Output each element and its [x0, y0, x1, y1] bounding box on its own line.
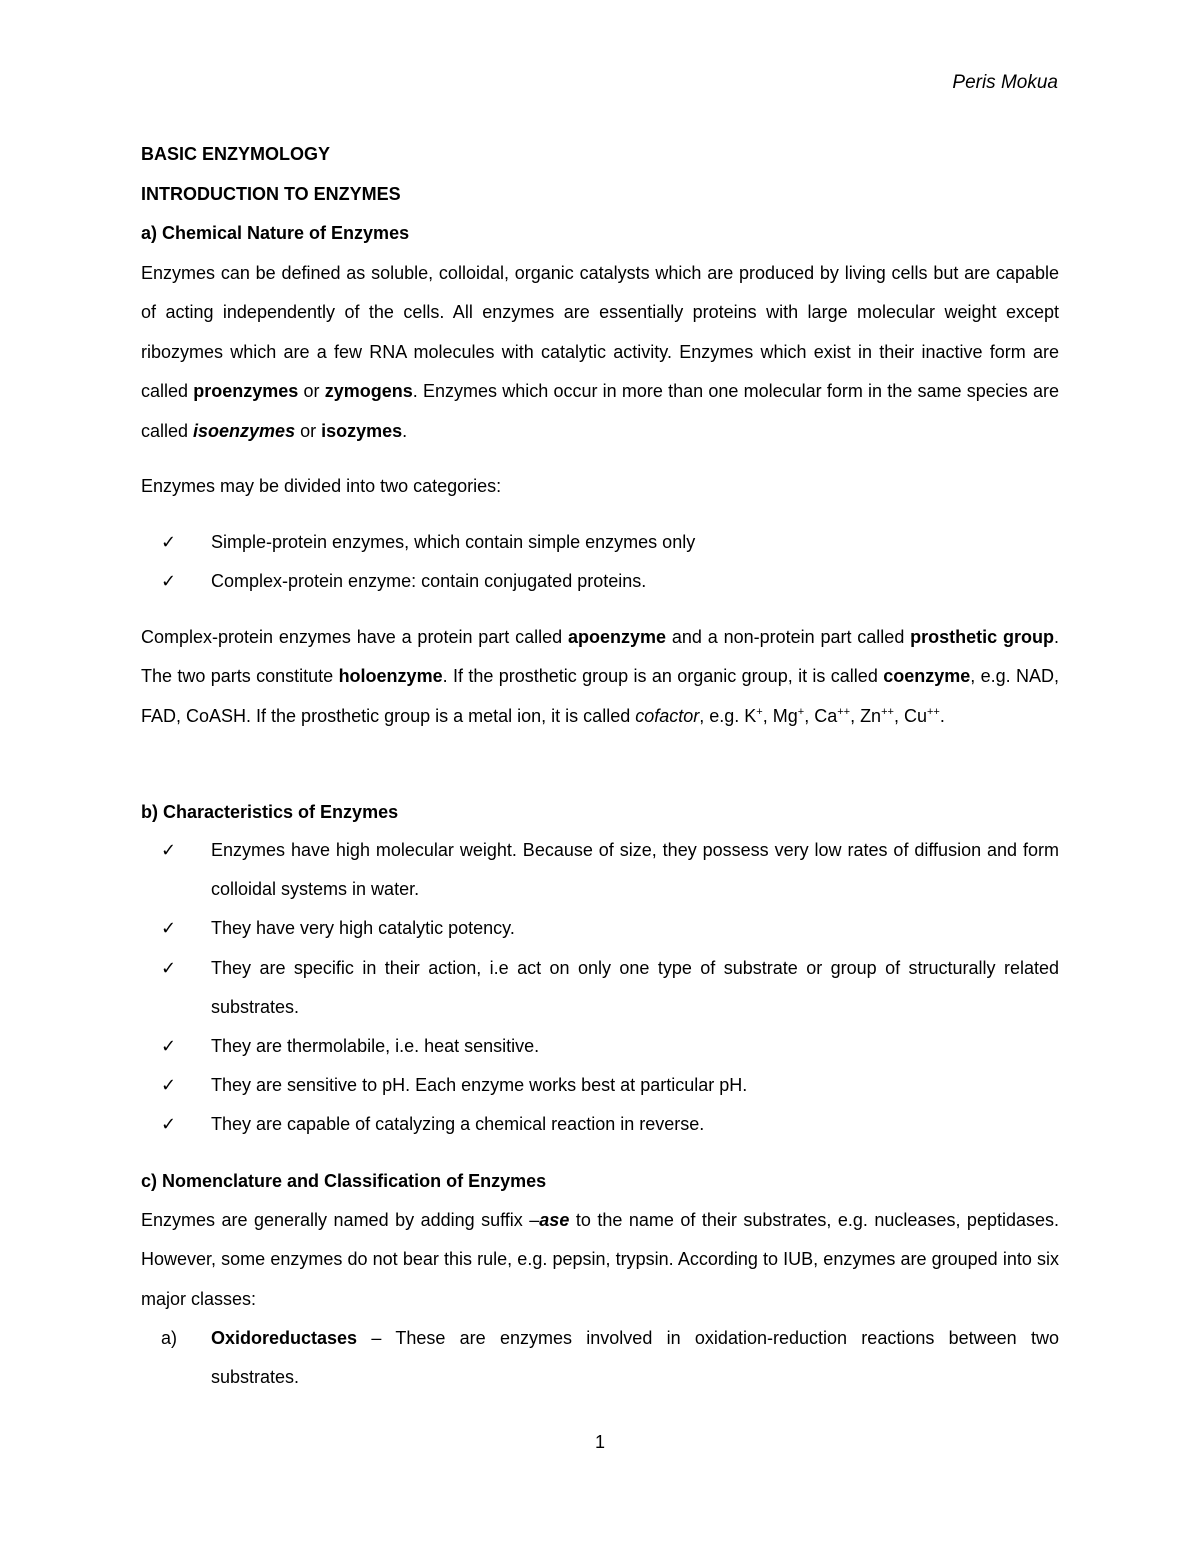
term-coenzyme: coenzyme	[883, 666, 971, 687]
term-apoenzyme: apoenzyme	[568, 627, 667, 647]
document-title: BASIC ENZYMOLOGY	[141, 144, 331, 164]
term-proenzymes: proenzymes	[193, 381, 299, 402]
term-ase-suffix: ase	[539, 1210, 570, 1230]
class-a-name: Oxidoreductases	[211, 1328, 358, 1348]
section-a-heading: a) Chemical Nature of Enzymes	[141, 223, 410, 243]
section-c-paragraph-1: Enzymes are generally named by adding suffix –ase to the name of their substrates, e.g. nucleases, peptidases. However, some enzymes do not bear this rule, e.g. pepsin, trypsin. According to IUB, enzymes are grouped into six major classes:	[141, 1210, 1059, 1309]
characteristic-item: They are capable of catalyzing a chemical reaction in reverse.	[211, 1114, 705, 1134]
section-c-heading: c) Nomenclature and Classification of Enzymes	[141, 1171, 547, 1191]
characteristic-item: They have very high catalytic potency.	[211, 918, 515, 938]
check-icon: ✓	[161, 840, 177, 860]
check-icon: ✓	[161, 918, 177, 938]
category-item: Simple-protein enzymes, which contain simple enzymes only	[211, 532, 696, 552]
document-subtitle: INTRODUCTION TO ENZYMES	[141, 184, 401, 204]
check-icon: ✓	[161, 571, 177, 591]
characteristic-item: They are thermolabile, i.e. heat sensitive.	[211, 1036, 540, 1056]
term-isoenzymes: isoenzymes	[193, 420, 296, 441]
check-icon: ✓	[161, 1036, 177, 1056]
page-number: 1	[594, 1432, 605, 1452]
check-icon: ✓	[161, 958, 177, 978]
check-icon: ✓	[161, 532, 177, 552]
check-icon: ✓	[161, 1075, 177, 1095]
term-holoenzyme: holoenzyme	[338, 666, 443, 687]
term-isozymes: isozymes	[321, 420, 403, 441]
characteristic-item: They are sensitive to pH. Each enzyme works best at particular pH.	[211, 1075, 748, 1095]
class-a-marker: a)	[161, 1328, 178, 1348]
term-cofactor: cofactor	[635, 705, 700, 726]
category-item: Complex-protein enzyme: contain conjugated proteins.	[211, 571, 647, 591]
characteristic-item: They are specific in their action, i.e act on only one type of substrate or group of structurally related substrates.	[211, 958, 1059, 1017]
section-a-paragraph-3: Complex-protein enzymes have a protein part called apoenzyme and a non-protein part called prosthetic group. The two parts constitute holoenzyme. If the prosthetic group is an organic group, it is called coenzyme, e.g. NAD, FAD, CoASH. If the prosthetic group is a metal ion, it is called cofactor, e.g. K+, Mg+, Ca++, Zn++, Cu++.	[141, 627, 1060, 726]
section-a-paragraph-1: Enzymes can be defined as soluble, colloidal, organic catalysts which are produced by living cells but are capable of acting independently of the cells. All enzymes are essentially proteins with large molecular weight except ribozymes which are a few RNA molecules with catalytic activity. Enzymes which exist in their inactive form are called proenzymes or zymogens. Enzymes which occur in more than one molecular form in the same species are called isoenzymes or isozymes.	[141, 263, 1060, 441]
term-zymogens: zymogens	[324, 381, 413, 402]
section-b-heading: b) Characteristics of Enzymes	[141, 802, 399, 822]
check-icon: ✓	[161, 1114, 177, 1134]
section-a-paragraph-2: Enzymes may be divided into two categories:	[141, 476, 502, 496]
author-header: Peris Mokua	[952, 72, 1058, 93]
term-prosthetic-group: prosthetic group	[910, 627, 1054, 647]
characteristic-item: Enzymes have high molecular weight. Because of size, they possess very low rates of diffusion and form colloidal systems in water.	[211, 840, 1059, 899]
class-item-oxidoreductases: Oxidoreductases – These are enzymes involved in oxidation-reduction reactions between two substrates.	[211, 1328, 1059, 1387]
